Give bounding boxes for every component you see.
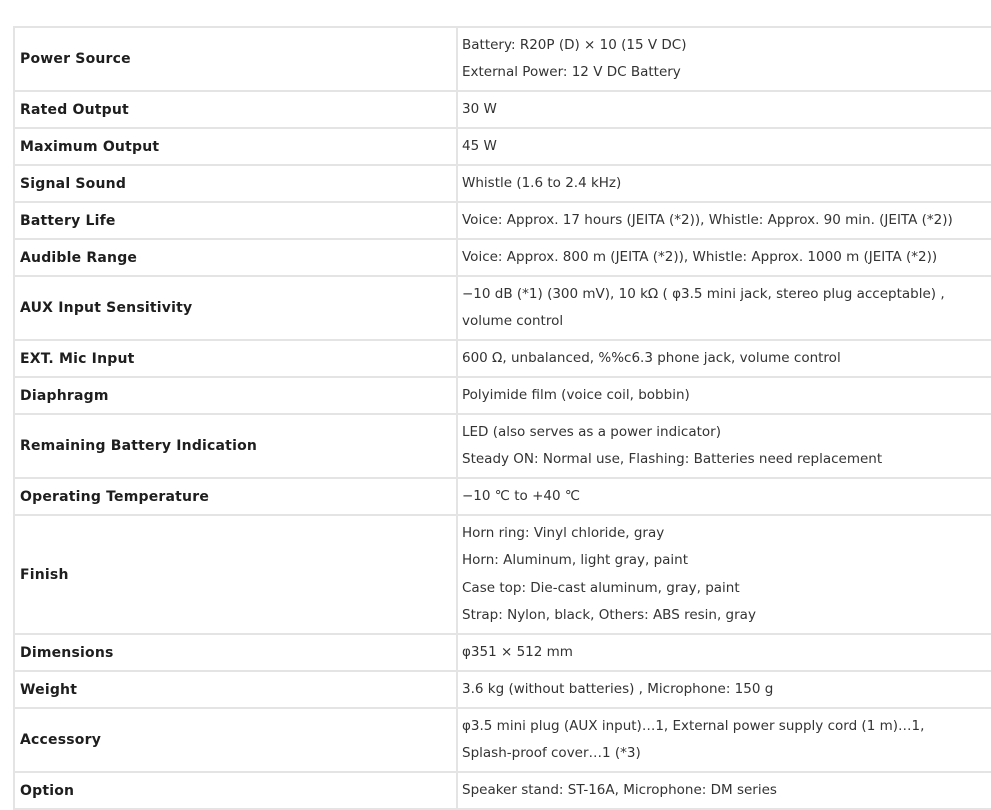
spec-value [457, 202, 991, 239]
spec-row-aux-input-sensitivity [14, 276, 991, 340]
spec-value [457, 708, 991, 772]
spec-value-line: volume control [462, 313, 564, 329]
spec-label: Weight [14, 671, 457, 708]
spec-value [457, 671, 991, 708]
spec-row-weight [14, 671, 991, 708]
spec-label: Accessory [14, 708, 457, 772]
spec-value [457, 128, 991, 165]
spec-value [457, 239, 991, 276]
spec-value [457, 340, 991, 377]
spec-label: AUX Input Sensitivity [14, 276, 457, 340]
spec-row-finish [14, 515, 991, 634]
spec-value-line: Horn ring: Vinyl chloride, gray [462, 524, 665, 541]
spec-value [457, 276, 991, 340]
spec-value [457, 634, 991, 671]
spec-label: Power Source [14, 27, 457, 91]
spec-table-body [14, 27, 991, 809]
spec-label: Battery Life [14, 202, 457, 239]
spec-value-line: φ351 × 512 mm [462, 643, 573, 660]
spec-value [457, 27, 991, 91]
spec-row-maximum-output [14, 128, 991, 165]
spec-value-line: Splash-proof cover…1 (*3) [462, 745, 641, 761]
spec-label: Operating Temperature [14, 478, 457, 515]
spec-value [457, 414, 991, 478]
spec-row-accessory [14, 708, 991, 772]
spec-row-remaining-battery-indication [14, 414, 991, 478]
spec-value-line: Battery: R20P (D) × 10 (15 V DC) [462, 36, 687, 53]
spec-value-line: 30 W [462, 100, 497, 117]
spec-label: Rated Output [14, 91, 457, 128]
spec-table [13, 26, 991, 810]
spec-label: Dimensions [14, 634, 457, 671]
spec-value [457, 772, 991, 809]
spec-value [457, 91, 991, 128]
spec-value-line: Horn: Aluminum, light gray, paint [462, 552, 689, 568]
spec-value-line: Voice: Approx. 800 m (JEITA (*2)), Whistle: Approx. 1000 m (JEITA (*2)) [462, 248, 938, 265]
spec-value [457, 515, 991, 634]
spec-row-ext-mic-input [14, 340, 991, 377]
spec-value-line: 600 Ω, unbalanced, %%c6.3 phone jack, volume control [462, 349, 841, 366]
spec-value [457, 165, 991, 202]
spec-label: Maximum Output [14, 128, 457, 165]
spec-value [457, 478, 991, 515]
spec-label: EXT. Mic Input [14, 340, 457, 377]
spec-label: Remaining Battery Indication [14, 414, 457, 478]
spec-label: Signal Sound [14, 165, 457, 202]
spec-row-rated-output [14, 91, 991, 128]
spec-label: Finish [14, 515, 457, 634]
spec-row-operating-temperature [14, 478, 991, 515]
spec-value-line: −10 ℃ to +40 ℃ [462, 487, 581, 504]
spec-value-line: Case top: Die-cast aluminum, gray, paint [462, 579, 740, 596]
spec-label: Option [14, 772, 457, 809]
spec-value-line: Voice: Approx. 17 hours (JEITA (*2)), Whistle: Approx. 90 min. (JEITA (*2)) [462, 211, 953, 228]
spec-row-dimensions [14, 634, 991, 671]
spec-value [457, 377, 991, 414]
spec-value-line: Speaker stand: ST-16A, Microphone: DM series [462, 781, 777, 798]
spec-value-line: External Power: 12 V DC Battery [462, 64, 681, 80]
spec-value-line: LED (also serves as a power indicator) [462, 423, 721, 440]
spec-value-line: Steady ON: Normal use, Flashing: Batteries need replacement [462, 451, 883, 467]
spec-row-option [14, 772, 991, 809]
spec-row-signal-sound [14, 165, 991, 202]
spec-value-line: φ3.5 mini plug (AUX input)…1, External power supply cord (1 m)…1, [462, 717, 925, 734]
spec-value-line: 3.6 kg (without batteries) , Microphone: 150 g [462, 680, 774, 697]
spec-row-diaphragm [14, 377, 991, 414]
spec-row-audible-range [14, 239, 991, 276]
spec-value-line: 45 W [462, 137, 497, 154]
spec-value-line: Polyimide film (voice coil, bobbin) [462, 386, 690, 403]
spec-label: Diaphragm [14, 377, 457, 414]
spec-row-battery-life [14, 202, 991, 239]
spec-value-line: Strap: Nylon, black, Others: ABS resin, gray [462, 607, 756, 623]
spec-value-line: −10 dB (*1) (300 mV), 10 kΩ ( φ3.5 mini jack, stereo plug acceptable) , [462, 285, 945, 302]
spec-row-power-source [14, 27, 991, 91]
spec-value-line: Whistle (1.6 to 2.4 kHz) [462, 174, 622, 191]
spec-label: Audible Range [14, 239, 457, 276]
